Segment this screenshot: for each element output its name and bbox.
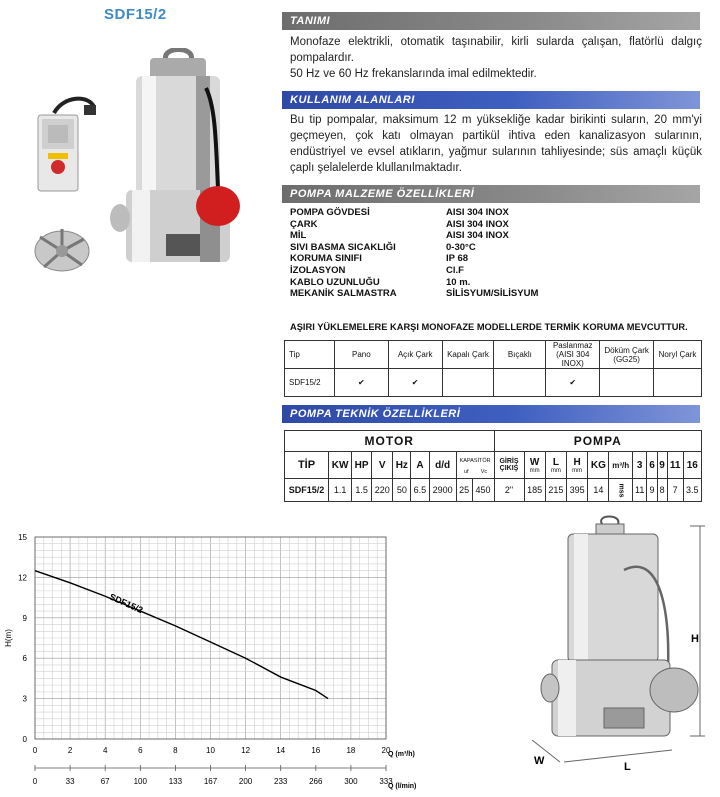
check-dokum-cark (600, 369, 654, 397)
usage-text: Bu tip pompalar, maksimum 12 m yüksekliğe kadar birikinti suların, 20 mm'yi geçmeyen, çok katı olmayan partikül ihtiva eden kanalizasyon sularının, endüstriyel ve evsel atıkların, yağmur sularının tahliyesinde; süs amaçlı küçük çaplı şelalelerde klullanılmaktadır. (290, 114, 702, 174)
description-text (290, 34, 702, 82)
x2-tick-label: 0 (32, 777, 38, 786)
spec-row (290, 253, 646, 265)
motor-group-label: MOTOR (285, 431, 495, 452)
x2-tick-label: 33 (65, 777, 75, 786)
x-tick-label: 2 (67, 746, 73, 755)
check-acik-cark: ✔ (388, 369, 442, 397)
col-noryl-cark: Noryl Çark (654, 341, 702, 369)
td-q11: 7 (667, 479, 683, 502)
y-tick-label: 6 (22, 654, 27, 664)
x-tick-label: 4 (102, 746, 108, 755)
td-mss-label: mss (617, 482, 625, 498)
x2-tick-label: 200 (238, 777, 253, 786)
col-acik-cark: Açık Çark (388, 341, 442, 369)
col-kapali-cark: Kapalı Çark (442, 341, 494, 369)
y-tick-label: 9 (22, 613, 27, 623)
col-pano: Pano (334, 341, 388, 369)
spec-key: POMPA GÖVDESİ (290, 207, 370, 218)
spec-key: ÇARK (290, 218, 318, 230)
spec-row (290, 230, 646, 242)
th-kap-uf: uf (463, 469, 469, 475)
spec-row (290, 277, 646, 289)
check-pano: ✔ (334, 369, 388, 397)
dimension-drawing (520, 512, 710, 774)
y-axis-label: H(m) (4, 629, 13, 647)
malzeme-header: POMPA MALZEME ÖZELLİKLERİ (282, 185, 700, 203)
x2-tick-label: 133 (168, 777, 183, 786)
spec-value: 0-30°C (446, 241, 476, 253)
td-q16: 3.5 (683, 479, 701, 502)
control-panel-image (24, 95, 104, 195)
th-kap-vc: Vc (480, 469, 488, 475)
col-bicakli: Bıçaklı (494, 341, 546, 369)
teknik-header: POMPA TEKNİK ÖZELLİKLERİ (282, 405, 700, 423)
x-tick-label: 0 (32, 746, 38, 755)
series-label: SDF15/2 (107, 591, 145, 616)
td-q9: 8 (657, 479, 667, 502)
spec-row (290, 219, 646, 231)
check-bicakli (494, 369, 546, 397)
td-hp: 1.5 (352, 479, 372, 502)
x-axis-label: Q (m³/h) (388, 751, 415, 758)
spec-row (290, 265, 646, 277)
x2-tick-label: 333 (379, 777, 393, 786)
spec-value: AISI 304 INOX (446, 230, 509, 242)
impeller-image (32, 225, 92, 275)
dim-w-label: W (534, 755, 545, 767)
th-q16: 16 (683, 452, 701, 479)
td-l: 215 (545, 479, 566, 502)
td-w: 185 (524, 479, 545, 502)
th-w-unit: mm (529, 467, 540, 474)
technical-table (284, 430, 702, 502)
th-kapasitor-label: KAPASİTÖR (459, 458, 491, 464)
th-kapasitor (456, 452, 494, 479)
col-tip: Tip (285, 341, 335, 369)
spec-key: MİL (290, 230, 307, 242)
spec-value: AISI 304 INOX (446, 218, 509, 230)
spec-value: AISI 304 INOX (446, 207, 509, 218)
x2-tick-label: 300 (344, 777, 358, 786)
check-kapali-cark (442, 369, 494, 397)
td-giris: 2" (494, 479, 524, 502)
spec-row (290, 242, 646, 254)
col-dokum-cark: Döküm Çark (GG25) (600, 341, 654, 369)
tech-value-row (285, 479, 702, 502)
td-a: 6.5 (411, 479, 429, 502)
spec-key: KORUMA SINIFI (290, 253, 362, 265)
x2-axis-label: Q (l/min) (388, 783, 417, 790)
feature-row (285, 369, 702, 397)
th-a: A (411, 452, 429, 479)
description-line2: 50 Hz ve 60 Hz frekanslarında imal edilmektedir. (290, 68, 537, 80)
td-vc: 450 (472, 479, 494, 502)
x2-tick-label: 233 (274, 777, 288, 786)
x-tick-label: 18 (346, 746, 356, 755)
dim-l-label: L (624, 761, 631, 773)
tanimi-header: TANIMI (282, 12, 700, 30)
th-w-label: W (529, 456, 540, 468)
td-uf: 25 (456, 479, 472, 502)
feature-header-row (285, 341, 702, 369)
th-q9: 9 (657, 452, 667, 479)
x2-tick-label: 100 (133, 777, 147, 786)
spec-key: İZOLASYON (290, 264, 346, 276)
th-q3: 3 (632, 452, 647, 479)
y-tick-label: 15 (18, 533, 27, 542)
td-mss (609, 479, 632, 502)
x-tick-label: 20 (381, 746, 391, 755)
th-w (524, 452, 545, 479)
x2-tick-label: 266 (309, 777, 323, 786)
check-paslanmaz: ✔ (546, 369, 600, 397)
th-h (567, 452, 588, 479)
feature-table (284, 340, 702, 397)
spec-key: SIVI BASMA SICAKLIĞI (290, 241, 396, 253)
kullanim-header: KULLANIM ALANLARI (282, 91, 700, 109)
x-tick-label: 16 (311, 746, 321, 755)
td-dd: 2900 (429, 479, 456, 502)
pompa-group-label: POMPA (494, 431, 701, 452)
dim-h-label: H (691, 633, 699, 645)
td-hz: 50 (393, 479, 411, 502)
th-hp: HP (352, 452, 372, 479)
tech-header-row (285, 452, 702, 479)
x-tick-label: 10 (206, 746, 215, 755)
y-tick-label: 3 (22, 694, 27, 704)
x-tick-label: 12 (241, 746, 251, 755)
x-tick-label: 8 (173, 746, 178, 755)
spec-value: SİLİSYUM/SİLİSYUM (446, 288, 539, 300)
x2-tick-label: 167 (203, 777, 218, 786)
col-paslanmaz: Paslanmaz (AISI 304 INOX) (546, 341, 600, 369)
th-h-label: H (573, 456, 581, 468)
th-q6: 6 (647, 452, 657, 479)
spec-row (290, 207, 646, 219)
check-noryl-cark (654, 369, 702, 397)
th-l (545, 452, 566, 479)
x2-tick-label: 67 (100, 777, 110, 786)
thermal-protection-note: AŞIRI YÜKLEMELERE KARŞI MONOFAZE MODELLERDE TERMİK KORUMA MEVCUTTUR. (290, 322, 688, 332)
x-tick-label: 14 (276, 746, 286, 755)
description-line1: Monofaze elektrikli, otomatik taşınabilir, kirli sularda çalışan, flatörlü dalgıç pompalardır. (290, 36, 702, 64)
spec-key: MEKANİK SALMASTRA (290, 288, 397, 300)
spec-value: Cl.F (446, 264, 464, 276)
th-q11: 11 (667, 452, 683, 479)
material-spec-list (290, 207, 646, 300)
th-giris-cikis: GİRİŞ ÇIKIŞ (494, 452, 524, 479)
th-kg: KG (588, 452, 609, 479)
th-hz: Hz (393, 452, 411, 479)
td-kg: 14 (588, 479, 609, 502)
x-tick-label: 6 (138, 746, 143, 755)
pump-photo (106, 48, 246, 273)
th-dd: d/d (429, 452, 456, 479)
th-h-unit: mm (572, 467, 583, 474)
td-q6: 9 (647, 479, 657, 502)
spec-value: 10 m. (446, 276, 471, 288)
spec-value: IP 68 (446, 253, 469, 265)
spec-key: KABLO UZUNLUĞU (290, 276, 380, 288)
th-flow-unit: m³/h (609, 452, 632, 479)
spec-row (290, 288, 646, 300)
td-q3: 11 (632, 479, 647, 502)
td-h: 395 (567, 479, 588, 502)
th-l-unit: mm (550, 467, 561, 474)
td-v: 220 (372, 479, 393, 502)
td-tip: SDF15/2 (285, 479, 329, 502)
row-tip: SDF15/2 (285, 369, 335, 397)
th-kw: KW (329, 452, 352, 479)
y-tick-label: 12 (18, 573, 27, 583)
performance-chart (0, 525, 420, 797)
model-title: SDF15/2 (104, 6, 167, 23)
th-l-label: L (552, 456, 559, 468)
y-tick-label: 0 (22, 735, 27, 744)
td-kw: 1.1 (329, 479, 352, 502)
th-tip: TİP (285, 452, 329, 479)
th-v: V (372, 452, 393, 479)
